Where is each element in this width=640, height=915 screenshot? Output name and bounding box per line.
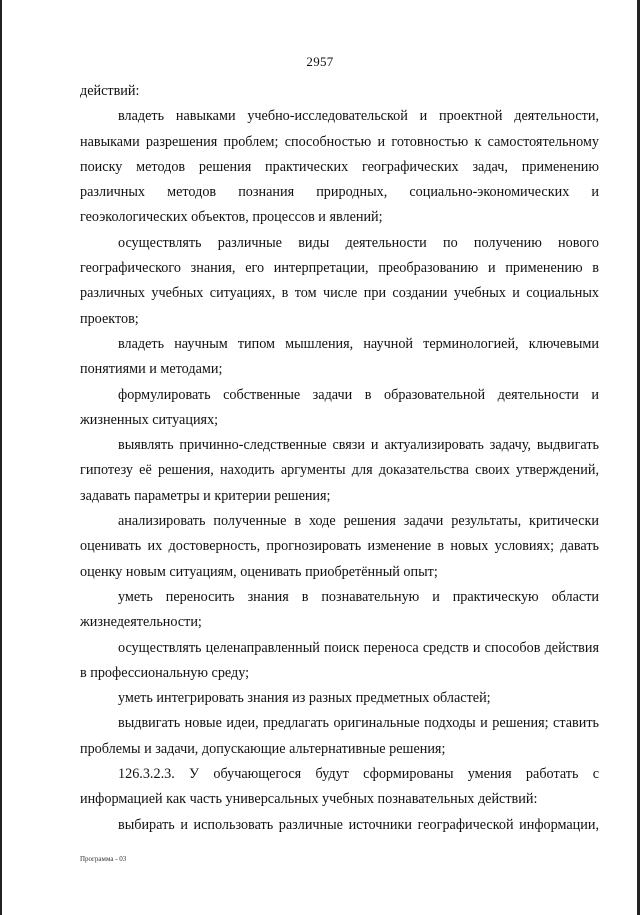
- paragraph: уметь переносить знания в познавательную и практическую области жизнедеятельности;: [80, 588, 599, 631]
- paragraph: анализировать полученные в ходе решения задачи результаты, критически оценивать их достоверность, прогнозировать изменение в новых условиях; давать оценку новым ситуациям, оценивать приобретённый опыт;: [80, 513, 599, 580]
- paragraph: осуществлять различные виды деятельности по получению нового географического знания, его интерпретации, преобразованию и применению в различных учебных ситуациях, в том числе при создании учебных и социальных проектов;: [80, 234, 599, 327]
- paragraph: 126.3.2.3. У обучающегося будут сформированы умения работать с информацией как часть универсальных учебных познавательных действий:: [80, 766, 599, 808]
- page-footer: Программа - 03: [80, 855, 127, 863]
- scan-edge-left: [0, 0, 2, 915]
- page-number: 2957: [306, 54, 334, 69]
- paragraph: осуществлять целенаправленный поиск переноса средств и способов действия в профессиональную среду;: [80, 639, 599, 681]
- paragraph: уметь интегрировать знания из разных предметных областей;: [118, 690, 491, 707]
- document-body: [80, 79, 599, 838]
- paragraph: действий:: [80, 83, 140, 99]
- paragraph: выбирать и использовать различные источники географической информации,: [118, 816, 599, 833]
- paragraph: владеть навыками учебно-исследовательской и проектной деятельности, навыками разрешения проблем; способностью и готовностью к самостоятельному поиску методов решения практических географических задач, применению различных методов познания природных, социально-экономических и геоэкологических объектов, процессов и явлений;: [80, 108, 599, 226]
- paragraph: выявлять причинно-следственные связи и актуализировать задачу, выдвигать гипотезу её решения, находить аргументы для доказательства своих утверждений, задавать параметры и критерии решения;: [80, 437, 599, 504]
- paragraph: формулировать собственные задачи в образовательной деятельности и жизненных ситуациях;: [80, 386, 599, 428]
- paragraph: владеть научным типом мышления, научной терминологией, ключевыми понятиями и методами;: [80, 335, 599, 378]
- paragraph: выдвигать новые идеи, предлагать оригинальные подходы и решения; ставить проблемы и задачи, допускающие альтернативные решения;: [80, 715, 599, 757]
